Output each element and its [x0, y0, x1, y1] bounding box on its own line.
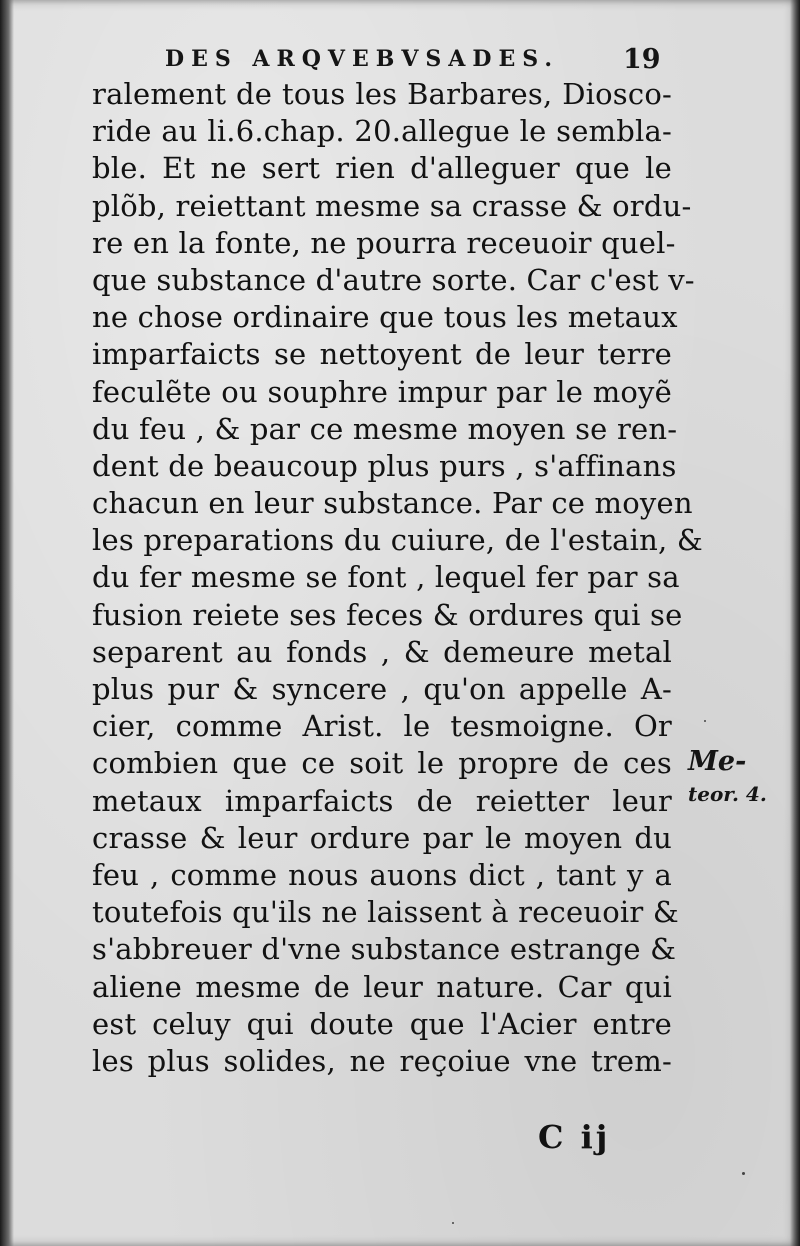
text-line: toutefois qu'ils ne laissent à receuoir & — [92, 895, 679, 930]
text-line: les preparations du cuiure, de l'estain, & — [92, 523, 703, 558]
page-number: 19 — [623, 44, 661, 75]
text-line: re en la fonte, ne pourra receuoir quel- — [92, 225, 676, 260]
text-line: cier, comme Arist. le tesmoigne. Or — [92, 709, 672, 744]
page-right-edge — [790, 0, 800, 1246]
marginal-note-line: Me- — [688, 746, 747, 777]
text-line: s'abbreuer d'vne substance estrange & — [92, 932, 677, 967]
text-line: ble. Et ne sert rien d'alleguer que le — [92, 151, 672, 186]
text-line: feu , comme nous auons dict , tant y a — [92, 857, 672, 892]
text-line: ne chose ordinaire que tous les metaux — [92, 300, 678, 335]
body-text — [92, 76, 703, 1080]
text-line: plõb, reiettant mesme sa crasse & ordu- — [92, 188, 692, 223]
text-line: du fer mesme se font , lequel fer par sa — [92, 560, 680, 595]
text-line: feculẽte ou souphre impur par le moyẽ — [92, 374, 672, 409]
text-line: imparfaicts se nettoyent de leur terre — [92, 337, 672, 372]
marginal-note-line: teor. 4. — [688, 782, 767, 806]
text-line: crasse & leur ordure par le moyen du — [92, 820, 672, 855]
marginal-note — [688, 745, 767, 809]
paper-speck — [704, 720, 706, 722]
text-line: combien que ce soit le propre de ces — [92, 746, 672, 781]
text-line: aliene mesme de leur nature. Car qui — [92, 969, 672, 1004]
signature-mark: C ij — [538, 1118, 611, 1156]
text-line: est celuy qui doute que l'Acier entre — [92, 1006, 672, 1041]
text-line: ride au li.6.chap. 20.allegue le semblа- — [92, 114, 672, 149]
running-head: DES ARQVEBVSADES. — [165, 46, 559, 72]
text-line: metaux imparfaicts de reietter leur — [92, 783, 672, 818]
text-line: dent de beaucoup plus purs , s'affinans — [92, 448, 677, 483]
text-line: les plus solides, ne reçoiue vne trem- — [92, 1043, 672, 1078]
page-left-edge — [0, 0, 14, 1246]
text-line: ralement de tous les Barbares, Diosco- — [92, 77, 672, 111]
paper-speck — [742, 1172, 745, 1175]
text-line: plus pur & syncere , qu'on appelle A- — [92, 672, 672, 706]
text-line: que substance d'autre sorte. Car c'est v- — [92, 262, 695, 297]
text-line: separent au fonds , & demeure metal — [92, 634, 672, 669]
text-line: chacun en leur substance. Par ce moyen — [92, 486, 693, 521]
paper-speck — [452, 1222, 454, 1224]
text-line: fusion reiete ses feces & ordures qui se — [92, 597, 683, 632]
text-line: du feu , & par ce mesme moyen se ren- — [92, 411, 678, 446]
